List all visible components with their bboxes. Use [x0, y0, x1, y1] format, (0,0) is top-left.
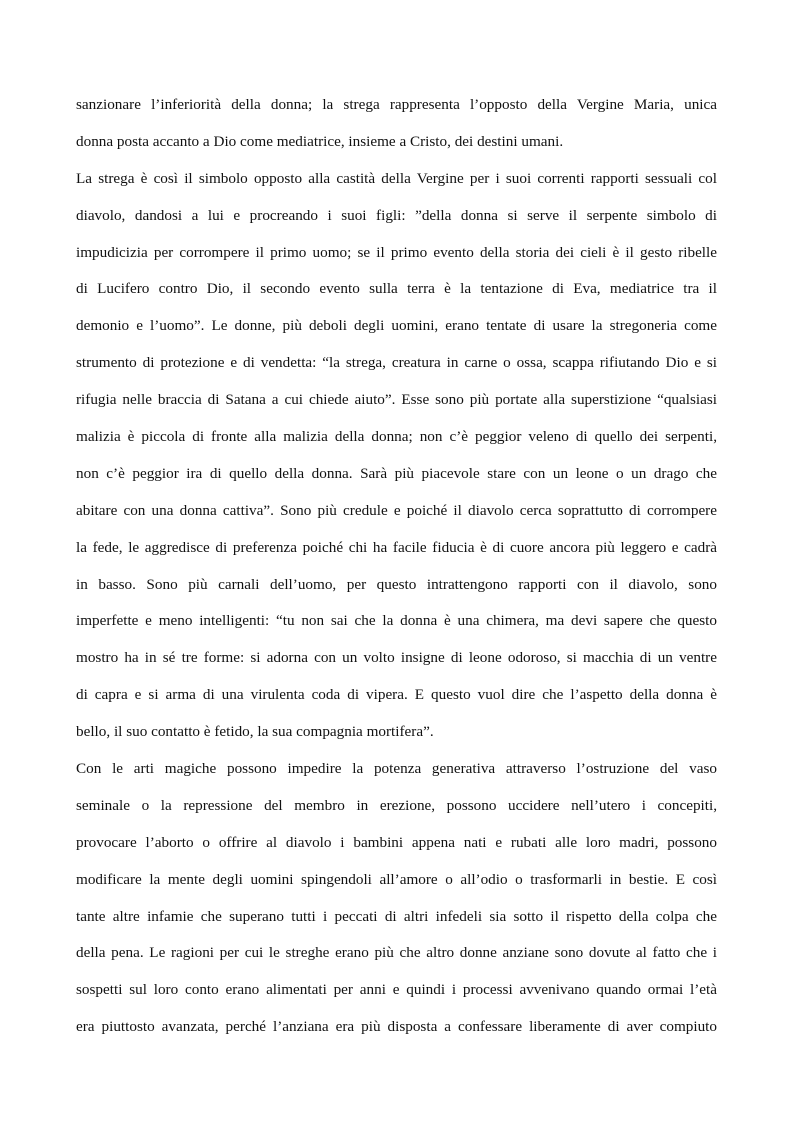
text-line: in basso. Sono più carnali dell’uomo, per questo intrattengono rapporti con il diavolo, sono: [76, 575, 717, 593]
text-line: abitare con una donna cattiva”. Sono più credule e poiché il diavolo cerca soprattutto di corrompere: [76, 501, 717, 519]
text-line: donna posta accanto a Dio come mediatrice, insieme a Cristo, dei destini umani.: [76, 132, 564, 150]
text-line: della pena. Le ragioni per cui le streghe erano più che altro donne anziane sono dovute al fatto che i: [76, 944, 717, 962]
paragraph-3: [76, 754, 717, 1049]
text-line: mostro ha in sé tre forme: si adorna con un volto insigne di leone odoroso, si macchia di un ventre: [76, 649, 717, 667]
text-line: impudicizia per corrompere il primo uomo; se il primo evento della storia dei cieli è il gesto ribelle: [76, 243, 717, 261]
text-line: Con le arti magiche possono impedire la potenza generativa attraverso l’ostruzione del vaso: [76, 760, 717, 778]
text-line: malizia è piccola di fronte alla malizia della donna; non c’è peggior veleno di quello dei serpenti,: [76, 428, 717, 446]
text-line: bello, il suo contatto è fetido, la sua compagnia mortifera”.: [76, 723, 434, 741]
text-line: rifugia nelle braccia di Satana a cui chiede aiuto”. Esse sono più portate alla superstizione “qualsiasi: [76, 391, 717, 409]
text-line: modificare la mente degli uomini spingendoli all’amore o all’odio o trasformarli in bestie. E così: [76, 870, 717, 888]
text-line: era piuttosto avanzata, perché l’anziana era più disposta a confessare liberamente di aver compiuto: [76, 1018, 717, 1036]
text-line: di capra e si arma di una virulenta coda di vipera. E questo vuol dire che l’aspetto della donna è: [76, 686, 717, 704]
text-line: demonio e l’uomo”. Le donne, più deboli degli uomini, erano tentate di usare la stregoneria come: [76, 317, 717, 335]
text-line: non c’è peggior ira di quello della donna. Sarà più piacevole stare con un leone o un drago che: [76, 464, 717, 482]
text-line: la fede, le aggredisce di preferenza poiché chi ha facile fiducia è di cuore ancora più leggero e cadrà: [76, 538, 717, 556]
text-line: tante altre infamie che superano tutti i peccati di altri infedeli sia sotto il rispetto della colpa che: [76, 907, 717, 925]
text-line: La strega è così il simbolo opposto alla castità della Vergine per i suoi correnti rapporti sessuali col: [76, 169, 717, 187]
text-line: seminale o la repressione del membro in erezione, possono uccidere nell’utero i concepiti,: [76, 796, 717, 814]
text-line: diavolo, dandosi a lui e procreando i suoi figli: ”della donna si serve il serpente simbolo di: [76, 206, 717, 224]
text-line: sanzionare l’inferiorità della donna; la strega rappresenta l’opposto della Vergine Maria, unica: [76, 96, 717, 113]
paragraph-1: [76, 90, 717, 164]
text-line: sospetti sul loro conto erano alimentati per anni e quindi i processi avvenivano quando ormai l’età: [76, 981, 717, 999]
text-line: imperfette e meno intelligenti: “tu non sai che la donna è una chimera, ma devi sapere che questo: [76, 612, 717, 630]
paragraph-2: [76, 164, 717, 754]
body-text: [76, 90, 717, 1049]
text-line: strumento di protezione e di vendetta: “la strega, creatura in carne o ossa, scappa rifiutando Dio e si: [76, 354, 717, 372]
text-line: di Lucifero contro Dio, il secondo evento sulla terra è la tentazione di Eva, mediatrice tra il: [76, 280, 717, 298]
text-line: provocare l’aborto o offrire al diavolo i bambini appena nati e rubati alle loro madri, possono: [76, 833, 717, 851]
